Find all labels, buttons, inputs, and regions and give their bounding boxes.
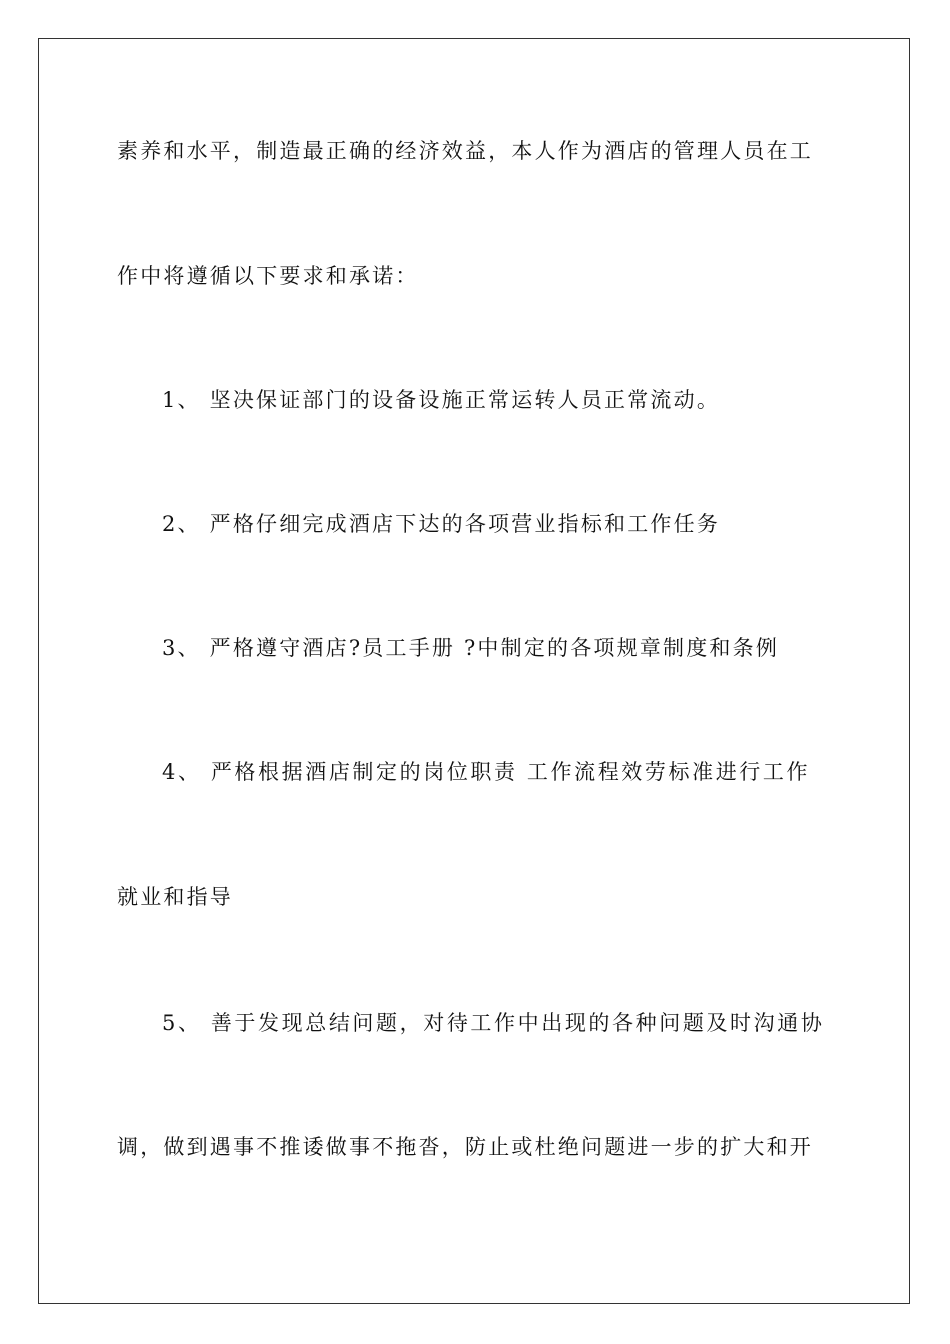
- page-border: [38, 38, 910, 1304]
- list-item: 5、 善于发现总结问题，对待工作中出现的各种问题及时沟通协: [162, 1011, 825, 1035]
- paragraph-line: 就业和指导: [117, 885, 233, 909]
- list-item: 2、 严格仔细完成酒店下达的各项营业指标和工作任务: [162, 512, 721, 536]
- list-item: 4、 严格根据酒店制定的岗位职责 工作流程效劳标准进行工作: [162, 760, 811, 784]
- list-item: 1、 坚决保证部门的设备设施正常运转人员正常流动。: [162, 388, 721, 412]
- paragraph-line: 素养和水平，制造最正确的经济效益，本人作为酒店的管理人员在工: [117, 139, 813, 163]
- paragraph-line: 作中将遵循以下要求和承诺：: [117, 264, 419, 288]
- list-item: 3、 严格遵守酒店?员工手册 ?中制定的各项规章制度和条例: [162, 636, 780, 660]
- paragraph-line: 调，做到遇事不推诿做事不拖沓，防止或杜绝问题进一步的扩大和开: [117, 1135, 813, 1159]
